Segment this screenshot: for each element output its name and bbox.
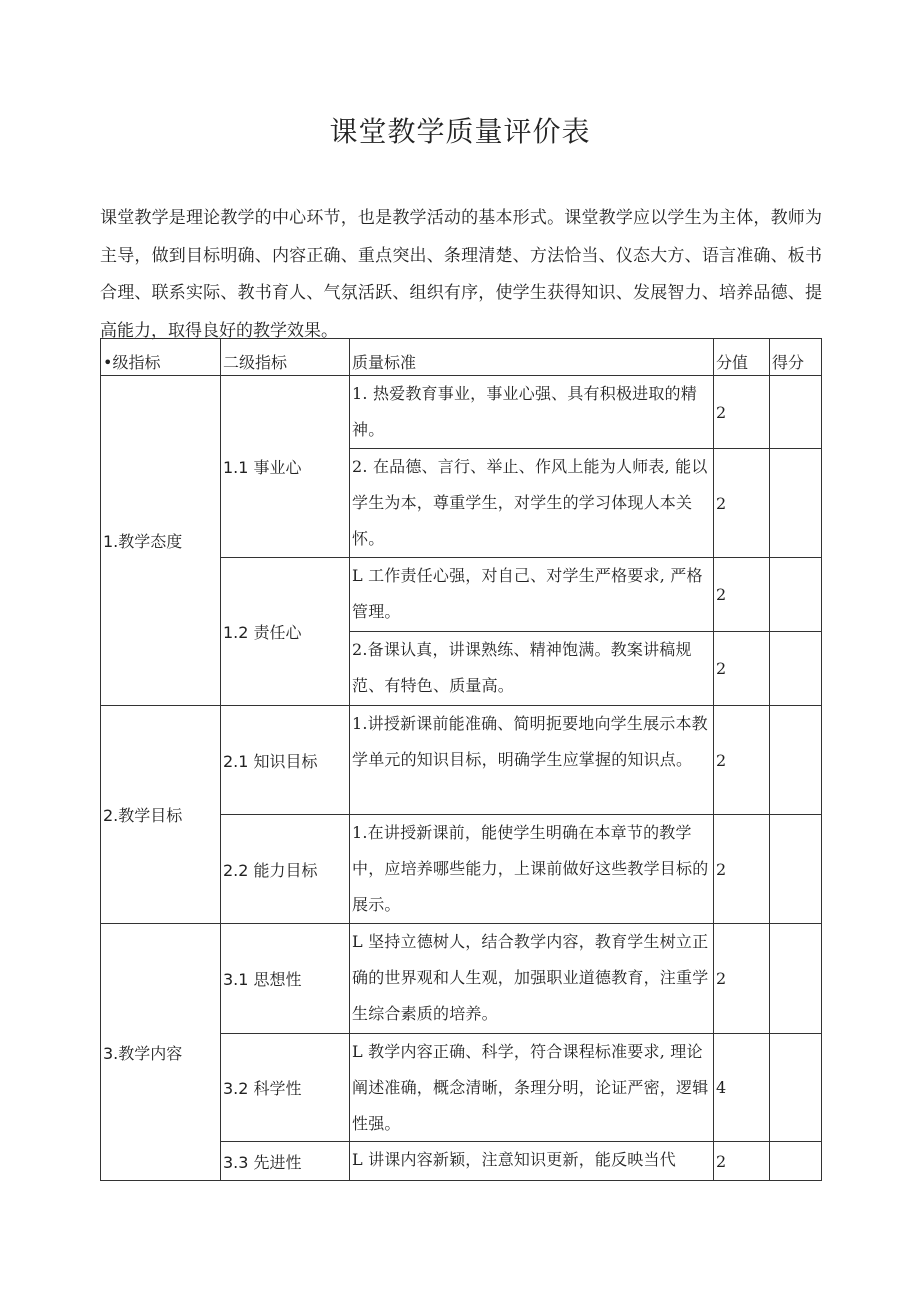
header-standard: 质量标准 xyxy=(350,339,714,376)
header-score: 分值 xyxy=(714,339,770,376)
level1-cell: 1.教学态度 xyxy=(101,376,221,706)
level2-cell: 3.2 科学性 xyxy=(221,1034,350,1142)
standard-cell: L 教学内容正确、科学，符合课程标准要求, 理论阐述准确，概念清晰，条理分明，论证严密，逻辑性强。 xyxy=(350,1034,714,1142)
standard-cell: L 坚持立德树人，结合教学内容，教育学生树立正确的世界观和人生观，加强职业道德教育，注重学生综合素质的培养。 xyxy=(350,924,714,1034)
score-cell: 2 xyxy=(714,376,770,449)
level2-cell: 2.1 知识目标 xyxy=(221,706,350,815)
standard-cell: 1.讲授新课前能准确、简明扼要地向学生展示本教学单元的知识目标，明确学生应掌握的知识点。 xyxy=(350,706,714,815)
score-cell: 2 xyxy=(714,1142,770,1180)
earned-cell[interactable] xyxy=(770,632,821,706)
score-cell: 4 xyxy=(714,1034,770,1142)
score-cell: 2 xyxy=(714,632,770,706)
header-earned: 得分 xyxy=(770,339,821,376)
level1-cell: 2.教学目标 xyxy=(101,706,221,924)
page-title: 课堂教学质量评价表 xyxy=(329,115,591,148)
standard-cell: L 工作责任心强，对自己、对学生严格要求, 严格管理。 xyxy=(350,558,714,632)
earned-cell[interactable] xyxy=(770,376,821,449)
score-cell: 2 xyxy=(714,706,770,815)
level2-cell: 3.1 思想性 xyxy=(221,924,350,1034)
earned-cell[interactable] xyxy=(770,1142,821,1180)
earned-cell[interactable] xyxy=(770,1034,821,1142)
level2-cell: 1.1 事业心 xyxy=(221,376,350,558)
standard-cell: 1.在讲授新课前，能使学生明确在本章节的教学中，应培养哪些能力，上课前做好这些教学目标的展示。 xyxy=(350,815,714,924)
level2-cell: 2.2 能力目标 xyxy=(221,815,350,924)
score-cell: 2 xyxy=(714,924,770,1034)
standard-cell: 2. 在品德、言行、举止、作风上能为人师表, 能以学生为本，尊重学生，对学生的学习体现人本关怀。 xyxy=(350,449,714,558)
earned-cell[interactable] xyxy=(770,706,821,815)
earned-cell[interactable] xyxy=(770,924,821,1034)
intro-paragraph: 课堂教学是理论教学的中心环节，也是教学活动的基本形式。课堂教学应以学生为主体，教师为主导，做到目标明确、内容正确、重点突出、条理清楚、方法恰当、仪态大方、语言准确、板书合理、联系实际、教书育人、气氛活跃、组织有序，使学生获得知识、发展智力、培养品德、提高能力，取得良好的教学效果。 xyxy=(100,208,822,341)
level2-cell: 1.2 责任心 xyxy=(221,558,350,706)
header-level1: •级指标 xyxy=(101,339,221,376)
level2-cell: 3.3 先进性 xyxy=(221,1142,350,1180)
earned-cell[interactable] xyxy=(770,815,821,924)
earned-cell[interactable] xyxy=(770,449,821,558)
standard-cell: 1. 热爱教育事业，事业心强、具有积极进取的精神。 xyxy=(350,376,714,449)
standard-cell: 2.备课认真，讲课熟练、精神饱满。教案讲稿规范、有特色、质量高。 xyxy=(350,632,714,706)
score-cell: 2 xyxy=(714,815,770,924)
standard-cell: L 讲课内容新颖，注意知识更新，能反映当代 xyxy=(350,1142,714,1180)
earned-cell[interactable] xyxy=(770,558,821,632)
score-cell: 2 xyxy=(714,558,770,632)
level1-cell: 3.教学内容 xyxy=(101,924,221,1180)
header-level2: 二级指标 xyxy=(221,339,350,376)
evaluation-table xyxy=(100,338,822,1181)
score-cell: 2 xyxy=(714,449,770,558)
